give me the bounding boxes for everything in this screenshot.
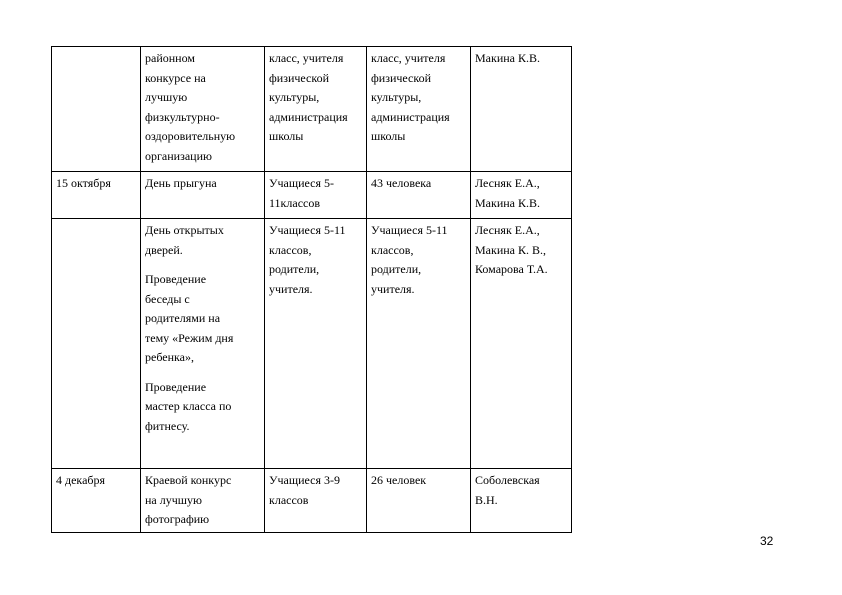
event-text: Краевой конкурс на лучшую фотографию xyxy=(145,473,232,526)
event-cell xyxy=(141,47,265,172)
table-row xyxy=(52,172,572,219)
count-cell: 43 человека xyxy=(367,172,471,219)
table-row xyxy=(52,469,572,533)
date-cell xyxy=(52,47,141,172)
responsible-cell: Соболевская В.Н. xyxy=(471,469,572,533)
participants-cell: Учащиеся 5-11 классов, родители, учителя. xyxy=(265,219,367,469)
date-cell: 4 декабря xyxy=(52,469,141,533)
event-cell xyxy=(141,219,265,469)
count-cell: класс, учителя физической культуры, администрация школы xyxy=(367,47,471,172)
participants-cell: класс, учителя физической культуры, администрация школы xyxy=(265,47,367,172)
count-cell: 26 человек xyxy=(367,469,471,533)
table-row xyxy=(52,219,572,469)
table-row xyxy=(52,47,572,172)
responsible-cell: Лесняк Е.А., Макина К. В., Комарова Т.А. xyxy=(471,219,572,469)
date-cell: 15 октября xyxy=(52,172,141,219)
responsible-cell: Лесняк Е.А., Макина К.В. xyxy=(471,172,572,219)
participants-cell: Учащиеся 5- 11классов xyxy=(265,172,367,219)
event-text: День прыгуна xyxy=(145,176,217,190)
event-text: Проведение мастер класса по фитнесу. xyxy=(145,379,232,433)
event-text: районном конкурсе на лучшую физкультурно- оздоровительную организацию xyxy=(145,51,236,163)
event-text: Проведение беседы с родителями на тему «Режим дня ребенка», xyxy=(145,272,234,364)
responsible-cell: Макина К.В. xyxy=(471,47,572,172)
event-cell xyxy=(141,172,265,219)
event-cell xyxy=(141,469,265,533)
page-number: 32 xyxy=(760,534,774,548)
count-cell: Учащиеся 5-11 классов, родители, учителя. xyxy=(367,219,471,469)
date-cell xyxy=(52,219,141,469)
participants-cell: Учащиеся 3-9 классов xyxy=(265,469,367,533)
event-text: День открытых дверей. xyxy=(145,223,224,257)
events-table xyxy=(51,46,572,533)
